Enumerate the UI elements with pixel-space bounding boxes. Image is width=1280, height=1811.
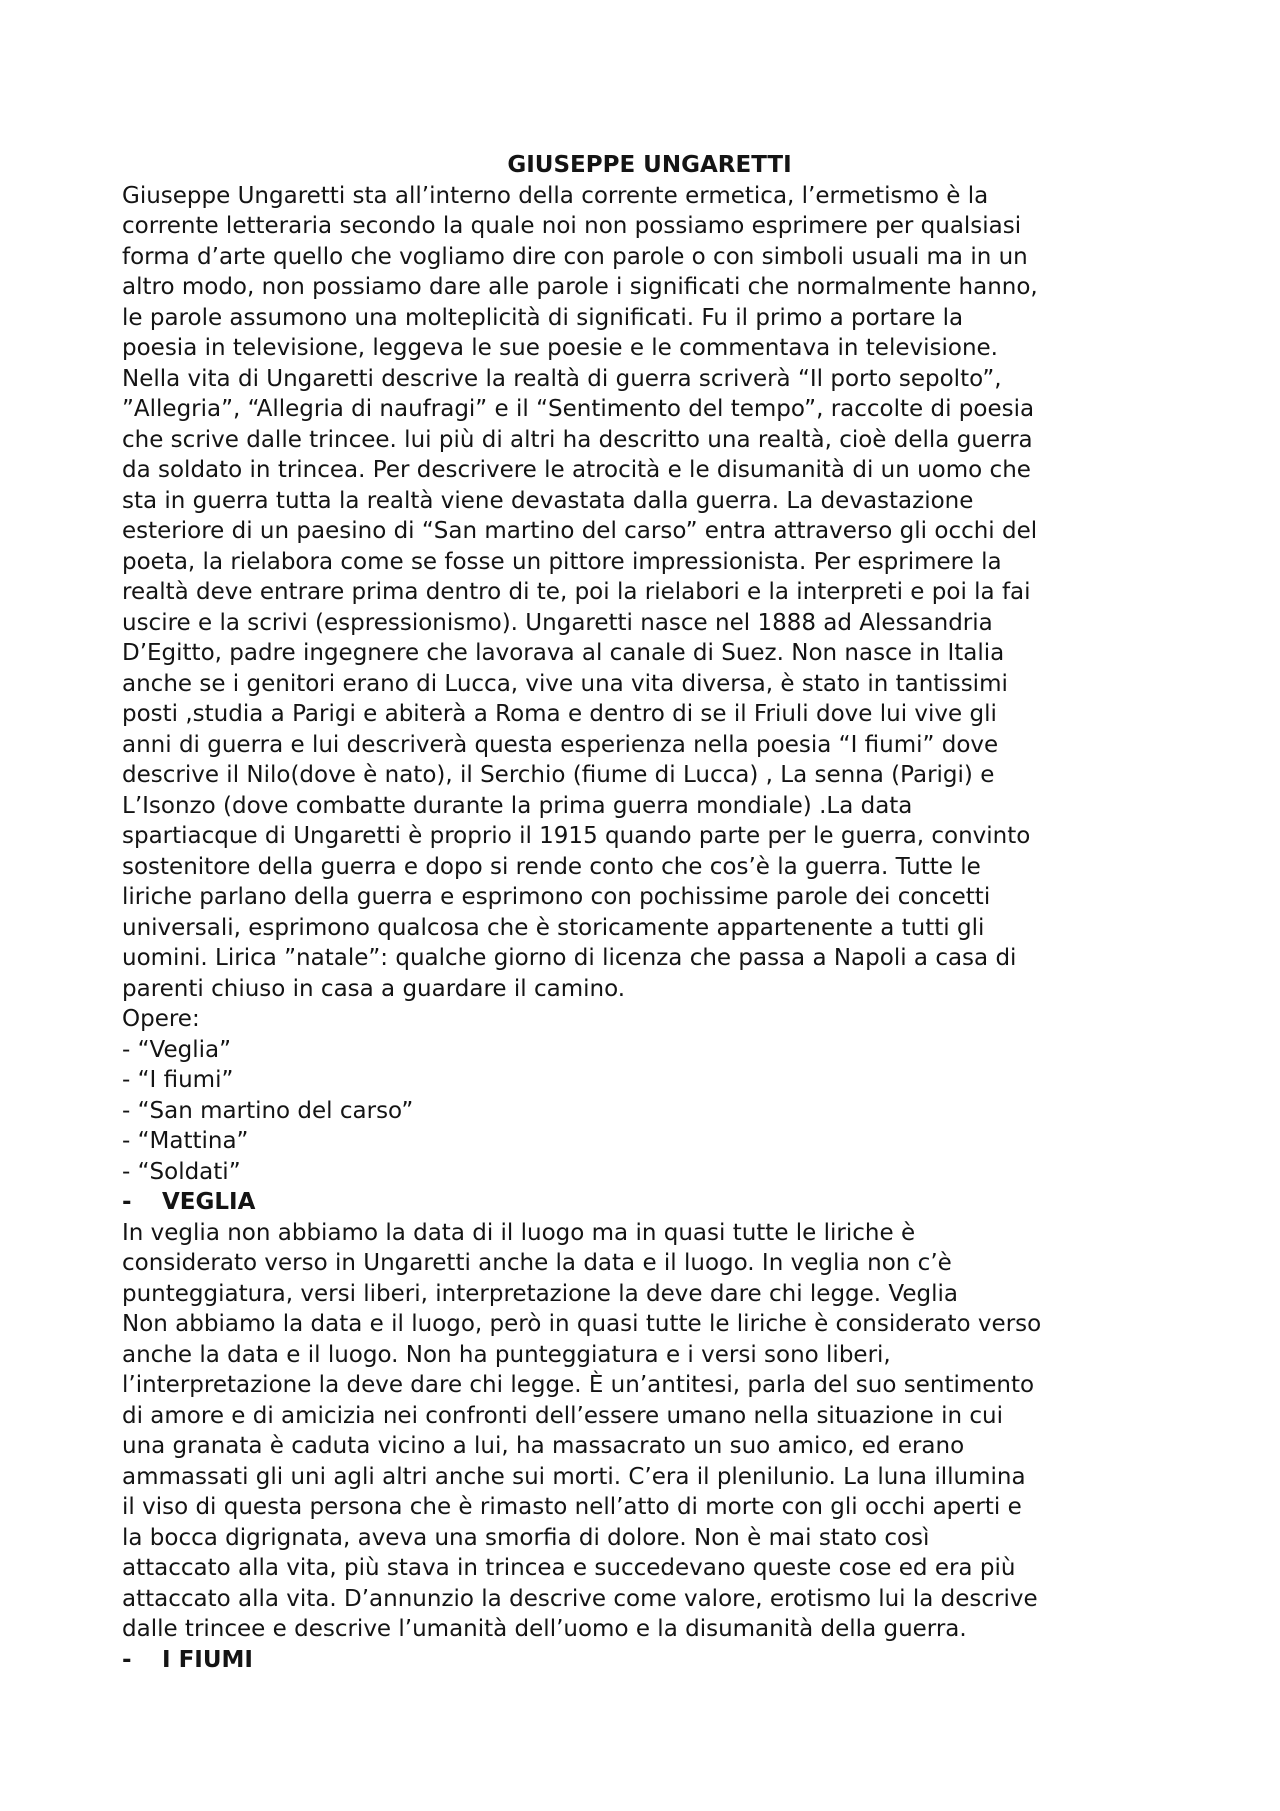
works-label: Opere: <box>122 1006 200 1032</box>
section-heading-veglia <box>122 1187 1177 1218</box>
section-dash: - <box>122 1646 132 1673</box>
intro-paragraph: Giuseppe Ungaretti sta all’interno della corrente ermetica, l’ermetismo è la corrente letteraria secondo la quale noi non possiamo esprimere per qualsiasi forma d’arte quello che vogliamo dire con parole o con simboli usuali ma in un altro modo, non possiamo dare alle parole i significati che normalmente hanno, le parole assumono una molteplicità di significati. Fu il primo a portare la poesia in televisione, leggeva le sue poesie e le commentava in televisione. Nella vita di Ungaretti descrive la realtà di guerra scriverà “Il porto sepolto”, ”Allegria”, “Allegria di naufragi” e il “Sentimento del tempo”, raccolte di poesia che scrive dalle trincee. lui più di altri ha descritto una realtà, cioè della guerra da soldato in trincea. Per descrivere le atrocità e le disumanità di un uomo che sta in guerra tutta la realtà viene devastata dalla guerra. La devastazione esteriore di un paesino di “San martino del carso” entra attraverso gli occhi del poeta, la rielabora come se fosse un pittore impressionista. Per esprimere la realtà deve entrare prima dentro di te, poi la rielabori e la interpreti e poi la fai uscire e la scrivi (espressionismo). Ungaretti nasce nel 1888 ad Alessandria D’Egitto, padre ingegnere che lavorava al canale di Suez. Non nasce in Italia anche se i genitori erano di Lucca, vive una vita diversa, è stato in tantissimi posti ,studia a Parigi e abiterà a Roma e dentro di se il Friuli dove lui vive gli anni di guerra e lui descriverà questa esperienza nella poesia “I fiumi” dove descrive il Nilo(dove è nato), il Serchio (fiume di Lucca) , La senna (Parigi) e L’Isonzo (dove combatte durante la prima guerra mondiale) .La data spartiacque di Ungaretti è proprio il 1915 quando parte per le guerra, convinto sostenitore della guerra e dopo si rende conto che cos’è la guerra. Tutte le liriche parlano della guerra e esprimono con pochissime parole dei concetti universali, esprimono qualcosa che è storicamente appartenente a tutti gli uomini. Lirica ”natale”: qualche giorno di licenza che passa a Napoli a casa di parenti chiuso in casa a guardare il camino. <box>122 182 1038 1002</box>
works-list-item: - “San martino del carso” <box>122 1097 414 1124</box>
section-dash: - <box>122 1189 132 1215</box>
section-heading-fiumi <box>122 1645 1177 1676</box>
document-title: GIUSEPPE UNGARETTI <box>507 152 792 178</box>
section-heading-text: I FIUMI <box>162 1646 253 1673</box>
section-heading-text: VEGLIA <box>162 1189 256 1215</box>
works-list-item: - “Veglia” <box>122 1036 232 1063</box>
works-list <box>122 1035 1177 1188</box>
veglia-paragraph: In veglia non abbiamo la data di il luogo ma in quasi tutte le liriche è considerato verso in Ungaretti anche la data e il luogo. In veglia non c’è punteggiatura, versi liberi, interpretazione la deve dare chi legge. Veglia Non abbiamo la data e il luogo, però in quasi tutte le liriche è considerato verso anche la data e il luogo. Non ha punteggiatura e i versi sono liberi, l’interpretazione la deve dare chi legge. È un’antitesi, parla del suo sentimento di amore e di amicizia nei confronti dell’essere umano nella situazione in cui una granata è caduta vicino a lui, ha massacrato un suo amico, ed erano ammassati gli uni agli altri anche sui morti. C’era il plenilunio. La luna illumina il viso di questa persona che è rimasto nell’atto di morte con gli occhi aperti e la bocca digrignata, aveva una smorfia di dolore. Non è mai stato così attaccato alla vita, più stava in trincea e succedevano queste cose ed era più attaccato alla vita. D’annunzio la descrive come valore, erotismo lui la descrive dalle trincee e descrive l’umanità dell’uomo e la disumanità della guerra. <box>122 1219 1042 1642</box>
works-list-item: - “Mattina” <box>122 1128 249 1154</box>
document-page <box>122 150 1177 1675</box>
works-list-item: - “Soldati” <box>122 1158 241 1185</box>
works-list-item: - “I fiumi” <box>122 1067 234 1093</box>
